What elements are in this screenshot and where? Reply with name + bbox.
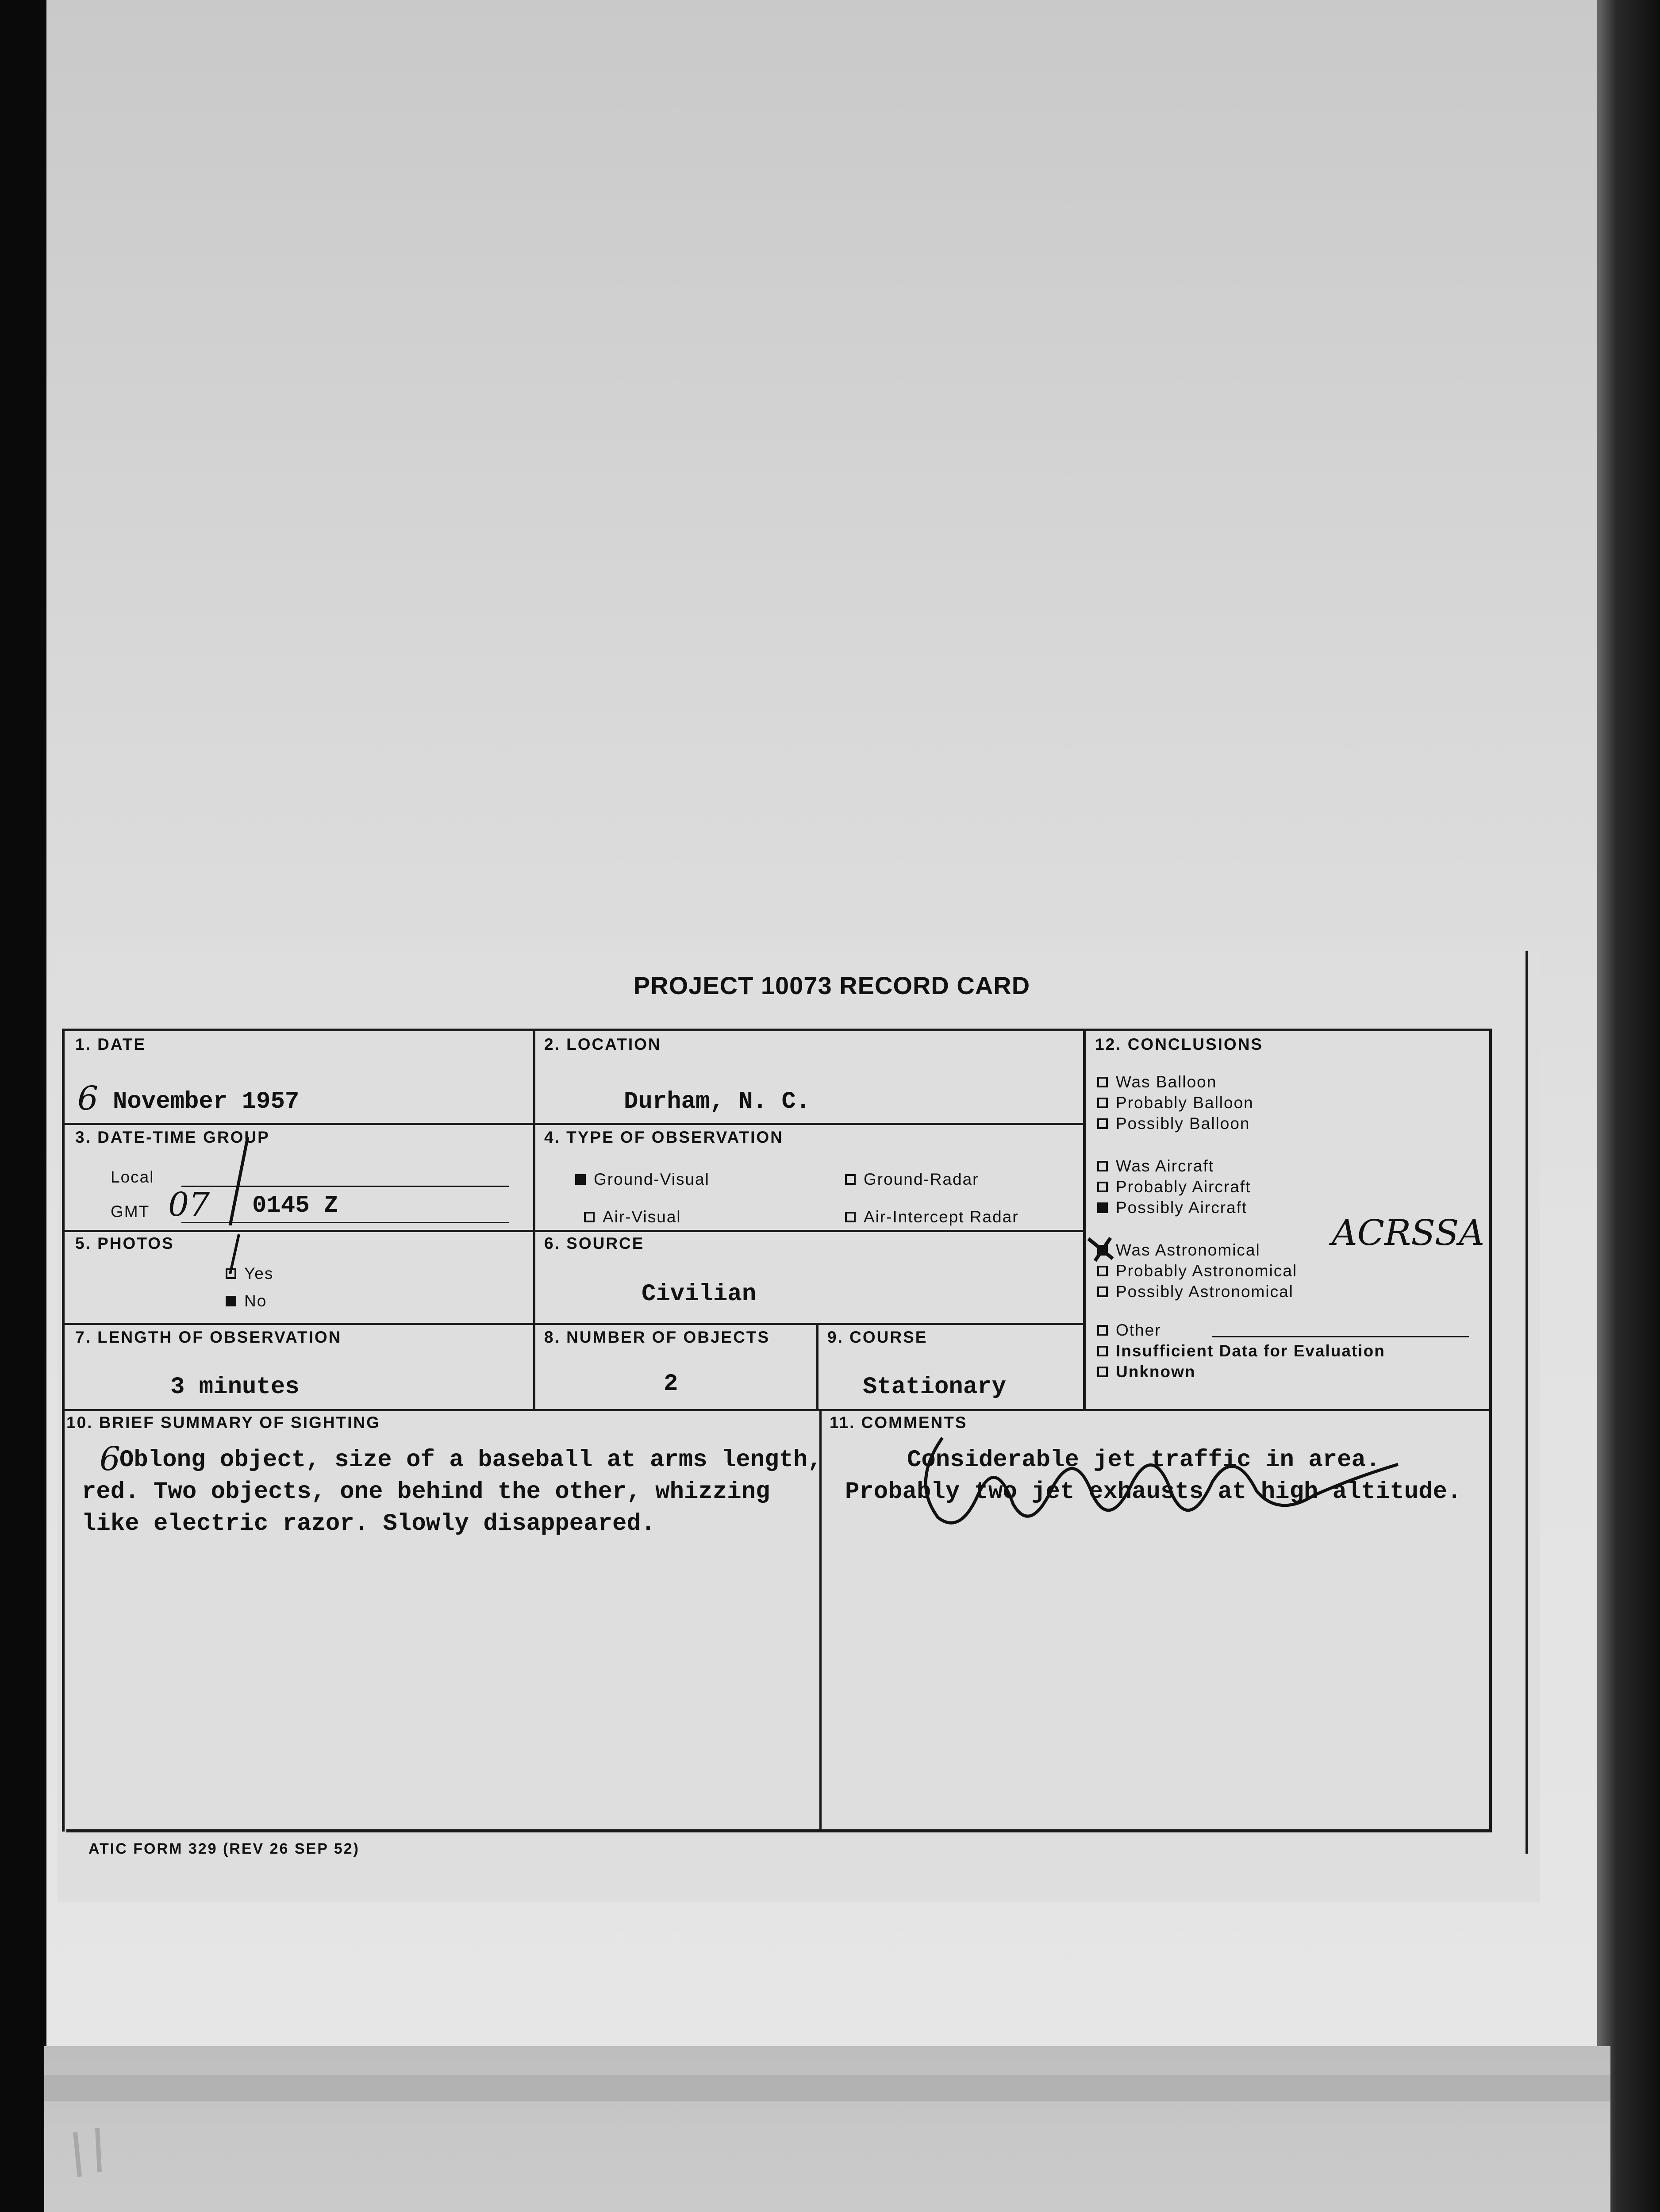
conclusions-handwritten-note: ACRSSA [1332,1212,1485,1253]
conclusion-probably-astronomical: Probably Astronomical [1097,1262,1297,1280]
checkbox-ground-visual [575,1174,586,1185]
number-of-objects-label: 8. NUMBER OF OBJECTS [544,1328,770,1346]
date-label: 1. DATE [75,1035,146,1053]
local-label: Local [111,1168,154,1186]
conclusion-possibly-astronomical: Possibly Astronomical [1097,1283,1294,1301]
conclusion-was-astronomical: Was Astronomical [1097,1241,1260,1260]
checkbox-possibly-balloon [1097,1118,1108,1129]
obs-air-visual: Air-Visual [584,1208,681,1226]
checkbox-was-balloon [1097,1077,1108,1087]
checkbox-air-intercept-radar [845,1212,856,1222]
conclusion-probably-balloon: Probably Balloon [1097,1094,1254,1112]
course-value: Stationary [863,1374,1007,1401]
margin-scribble [49,2124,226,2212]
checkbox-ground-radar [845,1174,856,1185]
card-border-right [1489,1029,1492,1832]
record-card [58,951,1540,1902]
length-of-observation-label: 7. LENGTH OF OBSERVATION [75,1328,342,1346]
other-underline [1212,1336,1469,1337]
conclusions-divider [1083,1029,1086,1409]
film-edge-left [0,0,49,2212]
type-of-observation-label: 4. TYPE OF OBSERVATION [544,1128,784,1146]
conclusion-unknown: Unknown [1097,1363,1195,1381]
number-of-objects-value: 2 [664,1371,678,1398]
conclusion-other: Other [1097,1321,1161,1340]
row-rule-2 [62,1230,1084,1232]
col-divider-course [816,1323,818,1409]
card-title: PROJECT 10073 RECORD CARD [633,972,1030,999]
date-value: November 1957 [113,1088,300,1115]
checkbox-probably-astronomical [1097,1266,1108,1276]
card-border-bottom [66,1829,1492,1832]
obs-ground-visual: Ground-Visual [575,1170,710,1189]
row-rule-3 [62,1323,1084,1325]
checkbox-insufficient-data [1097,1346,1108,1356]
astronomical-check-mark [1086,1234,1117,1265]
gmt-label: GMT [111,1202,150,1221]
source-value: Civilian [642,1281,757,1308]
gmt-day-handwritten: 07 [168,1186,210,1224]
checkbox-possibly-aircraft [1097,1202,1108,1213]
location-label: 2. LOCATION [544,1035,661,1053]
form-number: ATIC FORM 329 (REV 26 SEP 52) [88,1840,360,1857]
summary-text: Oblong object, size of a baseball at arms length, red. Two objects, one behind the other, whizzing like electric razor. Slowly disappeared. [82,1447,837,1537]
paper-shadow [44,2075,1610,2101]
course-label: 9. COURSE [827,1328,928,1346]
conclusions-label: 12. CONCLUSIONS [1095,1035,1264,1053]
card-border-top [62,1029,1491,1031]
date-day-handwritten: 6 [77,1079,99,1118]
film-edge-right [1597,0,1660,2212]
obs-air-intercept-radar: Air-Intercept Radar [845,1208,1019,1226]
comments-signature-scrawl [845,1429,1464,1535]
summary-marker-handwritten: 6 [100,1440,121,1478]
checkbox-was-aircraft [1097,1161,1108,1171]
checkbox-photos-no [226,1296,236,1306]
checkbox-air-visual [584,1212,595,1222]
conclusion-probably-aircraft: Probably Aircraft [1097,1178,1251,1196]
conclusion-insufficient-data: Insufficient Data for Evaluation [1097,1342,1385,1360]
photos-label: 5. PHOTOS [75,1234,174,1252]
comments-text: Considerable jet traffic in area. Probably two jet exhausts at high altitude. [845,1447,1462,1505]
checkbox-other [1097,1325,1108,1336]
location-value: Durham, N. C. [624,1088,811,1115]
photos-no: No [226,1292,267,1310]
conclusion-possibly-balloon: Possibly Balloon [1097,1114,1250,1133]
conclusion-was-balloon: Was Balloon [1097,1073,1217,1091]
gmt-value: 0145 Z [252,1192,338,1219]
checkbox-probably-balloon [1097,1098,1108,1108]
checkbox-unknown [1097,1367,1108,1377]
photos-slash-mark [226,1234,243,1274]
length-of-observation-value: 3 minutes [170,1374,300,1401]
checkbox-probably-aircraft [1097,1182,1108,1192]
slash-mark [226,1137,252,1225]
checkbox-possibly-astronomical [1097,1286,1108,1297]
col-divider-left [533,1029,535,1409]
date-time-group-label: 3. DATE-TIME GROUP [75,1128,270,1146]
next-frame-strip [44,2046,1610,2212]
conclusion-possibly-aircraft: Possibly Aircraft [1097,1198,1247,1217]
row-rule-4 [62,1409,1491,1411]
source-label: 6. SOURCE [544,1234,645,1252]
photos-yes: Yes [226,1264,273,1283]
card-outer-right-rule [1526,951,1528,1854]
comments-label: 11. COMMENTS [830,1413,968,1432]
card-border-left [62,1029,65,1832]
conclusion-was-aircraft: Was Aircraft [1097,1157,1214,1175]
row-rule-1 [62,1123,1084,1125]
obs-ground-radar: Ground-Radar [845,1170,979,1189]
summary-label: 10. BRIEF SUMMARY OF SIGHTING [66,1413,380,1432]
